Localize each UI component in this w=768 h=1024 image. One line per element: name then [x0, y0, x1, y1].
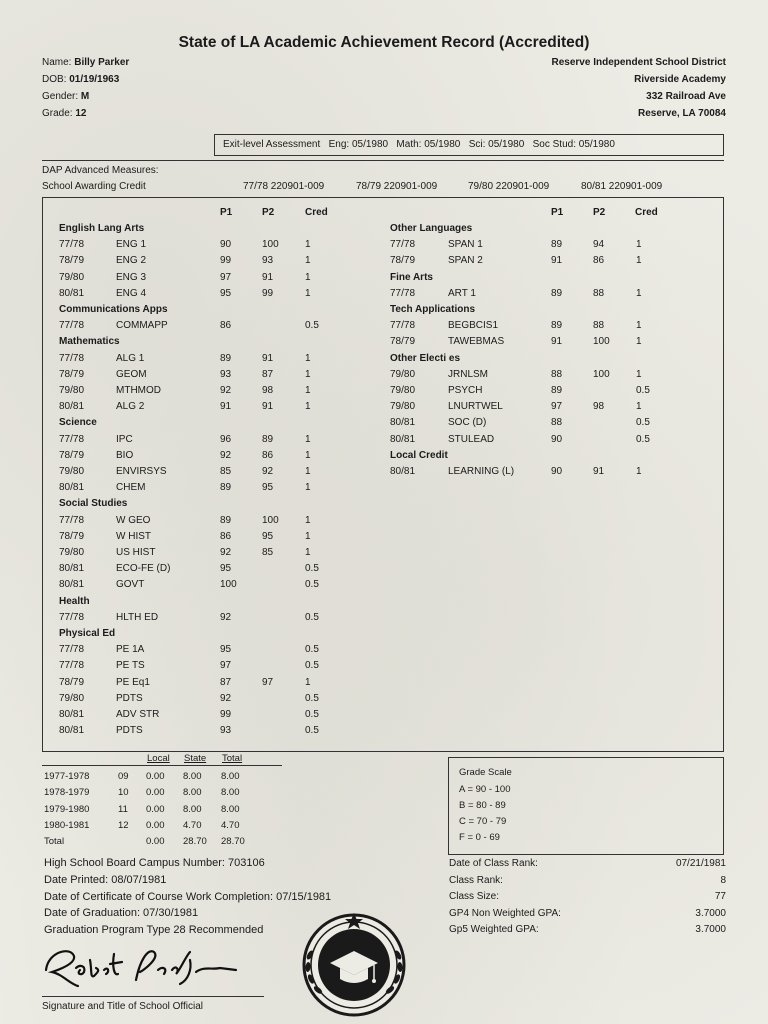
school-street: 332 Railroad Ave — [646, 91, 726, 102]
section-heading: Other Electi es — [390, 352, 461, 364]
divider — [42, 160, 724, 161]
course-p1-grade: 90 — [220, 239, 232, 251]
course-year: 79/80 — [390, 368, 416, 380]
course-credit: 1 — [305, 449, 311, 461]
course-p1-grade: 89 — [220, 352, 232, 364]
course-p2-grade: 95 — [262, 530, 274, 542]
exit-assessment-text: Exit-level Assessment Eng: 05/1980 Math: 05/1980 Sci: 05/1980 Soc Stud: 05/1980 — [223, 139, 615, 150]
dap-label: DAP Advanced Measures: — [42, 165, 159, 176]
credit-state: 4.70 — [183, 819, 202, 831]
course-name: W HIST — [116, 530, 151, 542]
course-name: LEARNING (L) — [448, 466, 515, 477]
course-p1-grade: 99 — [220, 255, 232, 267]
course-p1-grade: 97 — [220, 271, 232, 283]
course-credit: 0.5 — [305, 692, 319, 704]
course-name: CHEM — [116, 482, 146, 494]
grade-label: Grade: — [42, 108, 73, 119]
course-p1-grade: 95 — [220, 287, 232, 299]
course-credit: 1 — [305, 547, 311, 558]
credit-year: 1977-1978 — [44, 771, 90, 782]
course-credit: 1 — [305, 255, 311, 267]
course-year: 80/81 — [59, 725, 85, 737]
course-name: GEOM — [116, 368, 147, 380]
course-name: ENVIRSYS — [116, 466, 167, 477]
rank-label: Gp5 Weighted GPA: — [449, 924, 539, 935]
course-year: 80/81 — [390, 417, 416, 429]
course-credit: 1 — [305, 385, 311, 396]
col-header-p2: P2 — [593, 207, 606, 218]
dob-label: DOB: — [42, 74, 67, 85]
course-year: 77/78 — [59, 660, 85, 672]
course-name: MTHMOD — [116, 385, 161, 396]
course-p2-grade: 99 — [262, 287, 274, 299]
course-p2-grade: 88 — [593, 320, 605, 332]
course-p1-grade: 86 — [220, 320, 232, 332]
course-credit: 1 — [636, 239, 642, 251]
course-p1-grade: 86 — [220, 530, 232, 542]
course-p2-grade: 85 — [262, 547, 274, 558]
credits-header-local: Local — [147, 753, 170, 764]
signature-line — [42, 996, 264, 997]
grade-scale-item: B = 80 - 89 — [459, 800, 506, 811]
credit-grade: 12 — [118, 819, 129, 831]
course-year: 77/78 — [390, 320, 416, 332]
section-heading: English Lang Arts — [59, 223, 145, 234]
dap-code: 78/79 220901-009 — [356, 181, 438, 192]
course-year: 79/80 — [390, 385, 416, 396]
course-year: 79/80 — [59, 692, 85, 704]
rank-label: Class Rank: — [449, 874, 503, 886]
grade-scale-title: Grade Scale — [459, 767, 512, 778]
course-name: SPAN 2 — [448, 255, 483, 267]
rank-label: GP4 Non Weighted GPA: — [449, 907, 561, 919]
rank-label: Class Size: — [449, 891, 500, 902]
section-heading: Health — [59, 595, 90, 607]
section-heading: Physical Ed — [59, 628, 116, 639]
rank-value: 3.7000 — [695, 924, 726, 935]
course-p1-grade: 92 — [220, 611, 232, 623]
course-name: ENG 3 — [116, 271, 147, 283]
course-p1-grade: 88 — [551, 417, 563, 429]
gender-value: M — [80, 91, 90, 102]
signature-icon — [40, 940, 240, 992]
course-credit: 0.5 — [305, 709, 319, 720]
credit-state: 8.00 — [183, 787, 202, 799]
course-year: 79/80 — [59, 547, 85, 558]
credit-total: 8.00 — [221, 771, 240, 782]
course-year: 77/78 — [59, 320, 85, 332]
course-credit: 0.5 — [305, 644, 319, 656]
course-name: ART 1 — [448, 287, 476, 299]
campus-number: High School Board Campus Number: 703106 — [44, 857, 265, 869]
course-p2-grade: 100 — [262, 514, 279, 526]
course-p1-grade: 89 — [220, 482, 232, 494]
course-credit: 1 — [305, 514, 311, 526]
course-p1-grade: 93 — [220, 368, 232, 380]
course-name: PDTS — [116, 692, 143, 704]
rank-value: 07/21/1981 — [675, 858, 726, 869]
course-credit: 1 — [636, 336, 642, 348]
course-p2-grade: 92 — [262, 466, 274, 477]
course-name: COMMAPP — [116, 320, 168, 332]
name-label: Name: — [42, 57, 72, 68]
course-credit: 0.5 — [305, 579, 319, 591]
course-p1-grade: 91 — [220, 401, 232, 413]
credits-header-divider — [42, 765, 282, 766]
course-p1-grade: 89 — [551, 239, 563, 251]
course-p2-grade: 98 — [262, 385, 274, 396]
course-p1-grade: 92 — [220, 385, 232, 396]
course-credit: 0.5 — [636, 417, 650, 429]
course-year: 77/78 — [59, 514, 85, 526]
course-year: 77/78 — [59, 644, 85, 656]
course-year: 80/81 — [390, 466, 416, 477]
course-p2-grade: 95 — [262, 482, 274, 494]
page-title: State of LA Academic Achievement Record (Accredited) — [178, 34, 590, 51]
course-p2-grade: 91 — [593, 466, 605, 477]
credit-year: 1980-1981 — [44, 819, 90, 831]
course-p2-grade: 89 — [262, 433, 274, 445]
course-p2-grade: 86 — [262, 449, 274, 461]
course-name: LNURTWEL — [448, 401, 503, 413]
dap-code: 77/78 220901-009 — [243, 181, 325, 192]
credit-year: 1979-1980 — [44, 803, 90, 815]
course-p1-grade: 95 — [220, 563, 232, 575]
grade-scale-item: C = 70 - 79 — [459, 816, 507, 827]
course-p2-grade: 94 — [593, 239, 605, 251]
col-header-cred: Cred — [305, 207, 328, 218]
course-credit: 1 — [636, 255, 642, 267]
course-name: PSYCH — [448, 385, 483, 396]
graduation-date: Date of Graduation: 07/30/1981 — [44, 907, 199, 919]
course-credit: 0.5 — [636, 385, 650, 396]
course-p2-grade: 100 — [593, 368, 610, 380]
credit-year: Total — [44, 836, 65, 848]
course-year: 80/81 — [59, 482, 85, 494]
date-printed: Date Printed: 08/07/1981 — [44, 874, 167, 886]
grade-value: 12 — [75, 108, 87, 119]
course-p2-grade: 98 — [593, 401, 605, 413]
course-year: 80/81 — [59, 287, 85, 299]
course-name: ADV STR — [116, 709, 160, 720]
course-p1-grade: 89 — [551, 287, 563, 299]
course-year: 79/80 — [59, 385, 85, 396]
course-year: 79/80 — [390, 401, 416, 413]
credit-state: 8.00 — [183, 771, 202, 782]
section-heading: Fine Arts — [390, 271, 433, 283]
rank-value: 3.7000 — [695, 907, 726, 919]
course-name: PE 1A — [116, 644, 145, 656]
course-year: 78/79 — [390, 336, 416, 348]
course-p1-grade: 91 — [551, 255, 563, 267]
credit-total: 28.70 — [221, 836, 245, 848]
course-p1-grade: 89 — [551, 385, 563, 396]
section-heading: Science — [59, 417, 97, 429]
course-credit: 1 — [636, 287, 642, 299]
gender-row — [42, 91, 89, 102]
course-year: 80/81 — [59, 563, 85, 575]
course-name: ENG 2 — [116, 255, 147, 267]
exit-assessment-box — [214, 134, 724, 156]
credit-total: 8.00 — [221, 787, 240, 799]
grade-scale-item: A = 90 - 100 — [459, 784, 511, 795]
course-name: STULEAD — [448, 433, 495, 445]
credit-local: 0.00 — [146, 771, 165, 782]
section-heading: Communications Apps — [59, 304, 168, 315]
course-year: 78/79 — [59, 368, 85, 380]
course-credit: 1 — [636, 320, 642, 332]
course-credit: 1 — [305, 271, 311, 283]
credit-local: 0.00 — [146, 787, 165, 799]
course-year: 79/80 — [59, 271, 85, 283]
course-credit: 1 — [305, 352, 311, 364]
graduation-program: Graduation Program Type 28 Recommended — [44, 924, 264, 936]
rank-value: 77 — [714, 891, 726, 902]
signature-label: Signature and Title of School Official — [42, 1001, 204, 1012]
course-credit: 1 — [636, 466, 642, 477]
col-header-p1: P1 — [551, 207, 564, 218]
course-p1-grade: 90 — [551, 466, 563, 477]
course-p1-grade: 97 — [220, 660, 232, 672]
course-credit: 0.5 — [636, 433, 650, 445]
course-p2-grade: 91 — [262, 271, 274, 283]
col-header-p1: P1 — [220, 207, 233, 218]
course-year: 77/78 — [59, 433, 85, 445]
course-year: 79/80 — [59, 466, 85, 477]
course-p1-grade: 89 — [220, 514, 232, 526]
credit-state: 8.00 — [183, 803, 202, 815]
rank-label: Date of Class Rank: — [449, 858, 538, 869]
course-p1-grade: 92 — [220, 547, 232, 558]
course-name: W GEO — [116, 514, 151, 526]
credit-grade: 11 — [118, 803, 128, 815]
col-header-cred: Cred — [635, 207, 658, 218]
credit-local: 0.00 — [146, 803, 165, 815]
credit-local: 0.00 — [146, 836, 165, 848]
course-p1-grade: 88 — [551, 368, 563, 380]
course-p2-grade: 88 — [593, 287, 605, 299]
section-heading: Other Languages — [390, 223, 473, 234]
course-credit: 0.5 — [305, 660, 319, 672]
course-name: JRNLSM — [448, 368, 489, 380]
course-name: PDTS — [116, 725, 143, 737]
course-p1-grade: 92 — [220, 449, 232, 461]
course-year: 77/78 — [59, 352, 85, 364]
rank-value: 8 — [720, 874, 726, 886]
course-p1-grade: 91 — [551, 336, 563, 348]
credit-year: 1978-1979 — [44, 787, 90, 799]
course-year: 78/79 — [59, 530, 85, 542]
course-name: ENG 1 — [116, 239, 147, 251]
credit-total: 8.00 — [221, 803, 240, 815]
course-year: 77/78 — [390, 239, 416, 251]
course-name: GOVT — [116, 579, 145, 591]
course-year: 78/79 — [59, 255, 85, 267]
course-name: SPAN 1 — [448, 239, 483, 251]
course-year: 77/78 — [59, 239, 85, 251]
course-p1-grade: 97 — [551, 401, 563, 413]
course-name: ECO-FE (D) — [116, 563, 171, 575]
grade-scale-item: F = 0 - 69 — [459, 832, 500, 843]
course-credit: 1 — [305, 433, 311, 445]
course-credit: 1 — [636, 401, 642, 413]
credit-grade: 10 — [118, 787, 129, 799]
course-credit: 0.5 — [305, 563, 319, 575]
course-name: ENG 4 — [116, 287, 147, 299]
school-city: Reserve, LA 70084 — [637, 108, 726, 119]
course-year: 80/81 — [59, 579, 85, 591]
course-p2-grade: 87 — [262, 368, 274, 380]
gender-label: Gender: — [42, 91, 79, 102]
course-year: 80/81 — [390, 433, 416, 445]
course-p1-grade: 85 — [220, 466, 232, 477]
course-credit: 1 — [305, 401, 311, 413]
credit-local: 0.00 — [146, 819, 165, 831]
course-name: SOC (D) — [448, 417, 487, 429]
certificate-date: Date of Certificate of Course Work Completion: 07/15/1981 — [44, 891, 332, 903]
school-name: Riverside Academy — [634, 74, 726, 85]
dob-value: 01/19/1963 — [69, 74, 120, 85]
school-district: Reserve Independent School District — [551, 57, 726, 68]
course-credit: 0.5 — [305, 725, 319, 737]
col-header-p2: P2 — [262, 207, 275, 218]
course-p1-grade: 100 — [220, 579, 237, 591]
section-heading: Social Studies — [59, 498, 128, 510]
section-heading: Tech Applications — [390, 304, 476, 315]
course-p1-grade: 90 — [551, 433, 563, 445]
course-year: 77/78 — [59, 611, 85, 623]
course-p2-grade: 100 — [593, 336, 610, 348]
course-name: US HIST — [116, 547, 156, 558]
course-credit: 1 — [305, 368, 311, 380]
course-p1-grade: 87 — [220, 676, 232, 688]
course-credit: 0.5 — [305, 320, 319, 332]
section-heading: Mathematics — [59, 336, 120, 348]
course-p2-grade: 97 — [262, 676, 274, 688]
dob-row — [42, 74, 119, 85]
grade-row — [42, 108, 86, 119]
course-credit: 1 — [305, 239, 311, 251]
course-name: BEGBCIS1 — [448, 320, 499, 332]
course-p1-grade: 95 — [220, 644, 232, 656]
credit-total: 4.70 — [221, 819, 240, 831]
course-p1-grade: 92 — [220, 692, 232, 704]
course-name: PE Eq1 — [116, 676, 150, 688]
course-credit: 1 — [305, 482, 311, 494]
credit-state: 28.70 — [183, 836, 207, 848]
course-credit: 1 — [636, 368, 642, 380]
course-name: TAWEBMAS — [448, 336, 505, 348]
course-p2-grade: 93 — [262, 255, 274, 267]
credits-header-state: State — [184, 753, 207, 764]
student-name: Billy Parker — [74, 57, 130, 68]
course-year: 78/79 — [59, 449, 85, 461]
school-seal-icon — [288, 905, 420, 1017]
course-p2-grade: 86 — [593, 255, 605, 267]
course-credit: 1 — [305, 676, 311, 688]
course-name: HLTH ED — [116, 611, 159, 623]
course-p2-grade: 100 — [262, 239, 279, 251]
course-credit: 1 — [305, 466, 311, 477]
course-year: 78/79 — [390, 255, 416, 267]
student-name-row — [42, 57, 129, 68]
course-p2-grade: 91 — [262, 401, 274, 413]
credit-grade: 09 — [118, 771, 129, 782]
dap-code: 80/81 220901-009 — [581, 181, 663, 192]
section-heading: Local Credit — [390, 449, 448, 461]
course-name: BIO — [116, 449, 134, 461]
course-p1-grade: 93 — [220, 725, 232, 737]
course-name: IPC — [116, 433, 133, 445]
course-credit: 0.5 — [305, 611, 319, 623]
course-year: 80/81 — [59, 709, 85, 720]
school-awarding-credit-label: School Awarding Credit — [42, 181, 146, 192]
course-credit: 1 — [305, 287, 311, 299]
course-name: ALG 1 — [116, 352, 145, 364]
course-p1-grade: 89 — [551, 320, 563, 332]
course-credit: 1 — [305, 530, 311, 542]
course-p1-grade: 96 — [220, 433, 232, 445]
course-p2-grade: 91 — [262, 352, 274, 364]
credits-header-total: Total — [222, 753, 243, 764]
course-year: 77/78 — [390, 287, 416, 299]
course-year: 78/79 — [59, 676, 85, 688]
course-name: ALG 2 — [116, 401, 145, 413]
dap-code: 79/80 220901-009 — [468, 181, 550, 192]
course-year: 80/81 — [59, 401, 85, 413]
course-p1-grade: 99 — [220, 709, 232, 720]
course-name: PE TS — [116, 660, 145, 672]
